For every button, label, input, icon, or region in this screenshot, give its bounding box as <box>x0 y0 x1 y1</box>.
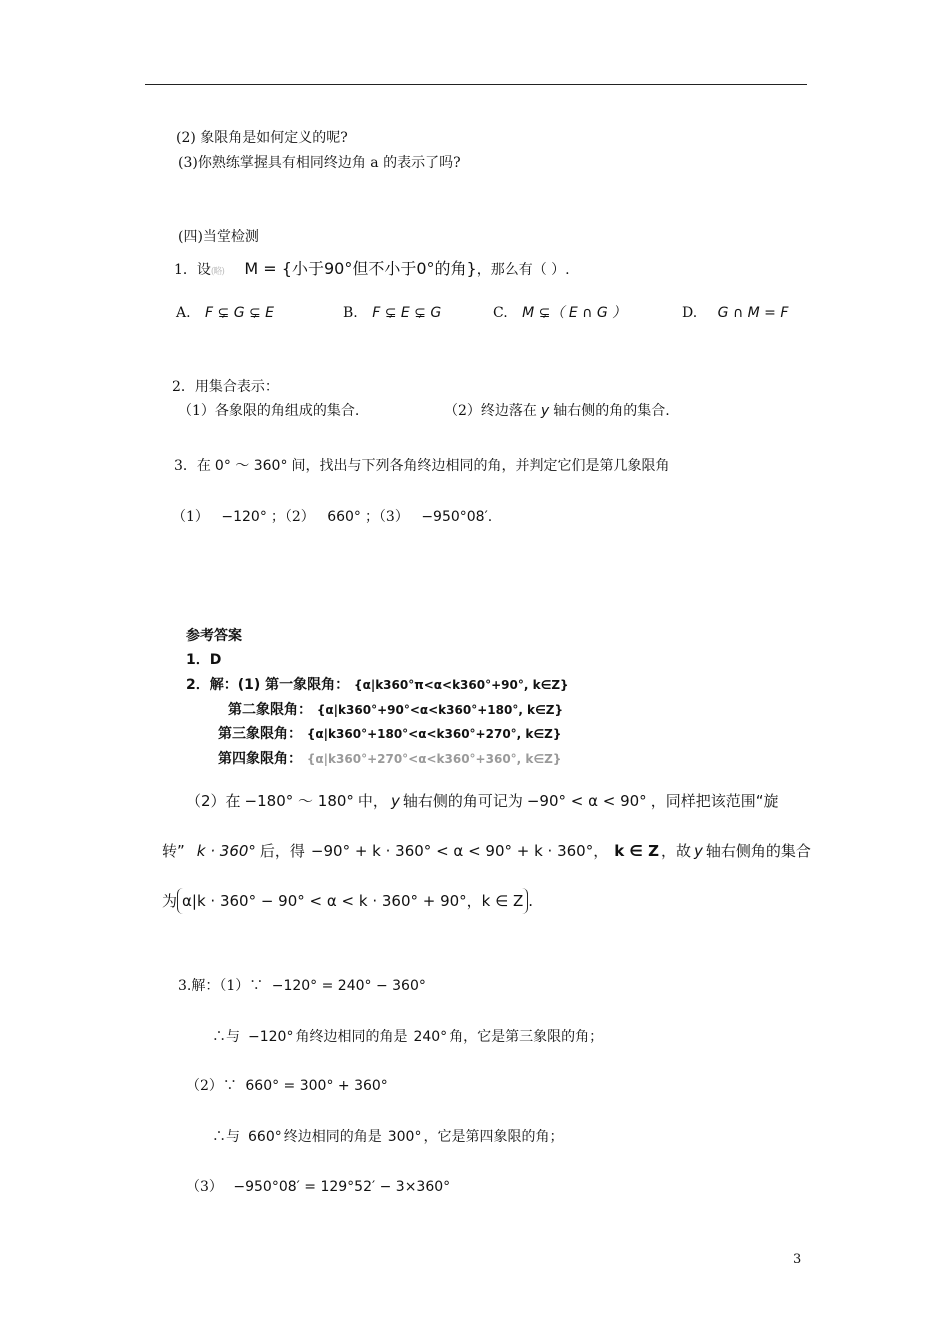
answers-title: 参考答案 <box>186 628 242 644</box>
page-number: 3 <box>793 1252 802 1267</box>
answer-2-line-3 <box>218 724 561 744</box>
answer-3-equation-1: −120° = 240° − 360° <box>271 978 426 994</box>
answer-3-p3-head: （3） <box>186 1179 223 1195</box>
answer-2-p4-a: 为 <box>162 892 178 910</box>
answer-2-p3-inequality: −90° + k · 360° < α < 90° + k · 360°， <box>310 842 609 860</box>
header-rule <box>145 84 807 85</box>
answer-3-line-1 <box>178 976 426 996</box>
answer-2-line-1 <box>186 675 569 695</box>
answer-2-quadrant-2-set: {α|k360°+90°<α<k360°+180°, k∈Z} <box>316 703 564 717</box>
answer-2-part-2-line-2 <box>162 841 811 861</box>
answer-2-p3-k-in-z: k ∈ Z <box>614 842 659 860</box>
answer-2-p4-end: . <box>528 892 534 910</box>
problem-1-set: M = {小于90°但不小于0°的角} <box>244 259 477 278</box>
answer-3-c2-value: 660° <box>248 1129 282 1145</box>
answer-2-quadrant-4-set: {α|k360°+270°<α<k360°+360°, k∈Z} <box>306 752 562 766</box>
answer-3-head: 3.解：（1）∵ <box>178 978 264 994</box>
problem-3-value-1: −120° <box>221 509 267 525</box>
option-b <box>343 303 441 323</box>
problem-1 <box>174 259 570 282</box>
answer-3-equation-2: 660° = 300° + 360° <box>245 1078 388 1094</box>
answer-2-quadrant-1-set: {α|k360°π<α<k360°+90°, k∈Z} <box>354 678 569 692</box>
problem-2-part-b-suffix: 轴右侧的角的集合. <box>553 403 670 419</box>
answer-2-line-2 <box>228 700 563 720</box>
answer-2-p2-a: （2）在 <box>186 792 241 810</box>
answer-2-part-2-line-1 <box>186 791 778 811</box>
answer-3-c1-value: −120° <box>248 1029 294 1045</box>
answer-2-quadrant-3-set: {α|k360°+180°<α<k360°+270°, k∈Z} <box>306 727 562 741</box>
problem-1-suffix: ，那么有（ ）. <box>476 262 570 278</box>
answer-2-p3-var-y: y <box>693 842 703 860</box>
answer-3-c2-a: ∴与 <box>212 1129 240 1145</box>
problem-2-part-b <box>444 401 670 421</box>
answer-3-line-2 <box>186 1076 388 1096</box>
answer-3-c1-result: 240° <box>413 1029 448 1045</box>
answer-2-p3-k: k · 360° <box>196 842 256 860</box>
problem-3-label-1: （1） <box>172 509 209 525</box>
problem-3-prefix: 3．在 <box>174 458 211 474</box>
answer-2-p3-d: 轴右侧角的集合 <box>705 842 811 860</box>
intro-question-3: (3)你熟练掌握具有相同终边角 a 的表示了吗? <box>178 155 461 171</box>
answer-3-c1-c: 角，它是第三象限的角； <box>449 1029 604 1045</box>
intro-question-2: (2) 象限角是如何定义的呢? <box>176 130 348 146</box>
option-b-label: B. <box>343 305 358 321</box>
answer-2-p3-b: 后，得 <box>259 842 305 860</box>
answer-2-quadrant-2-label: 第二象限角： <box>228 702 312 718</box>
problem-3-suffix: 间，找出与下列各角终边相同的角，并判定它们是第几象限角 <box>291 458 670 474</box>
option-c-text: M ⊊（ E ∩ G ） <box>522 305 627 321</box>
option-c <box>493 303 626 323</box>
answer-2-part-2-line-3 <box>162 888 533 914</box>
option-a-text: F ⊊ G ⊊ E <box>205 305 275 321</box>
option-b-text: F ⊊ E ⊊ G <box>372 305 442 321</box>
problem-3-items <box>172 507 492 527</box>
answer-2-line-4 <box>218 749 561 769</box>
problem-1-blurred-text: (略) <box>210 267 224 277</box>
problem-2-var-y: y <box>540 403 550 419</box>
answer-2-p3-a: 转” <box>162 842 185 860</box>
option-d <box>682 303 788 323</box>
section-title: (四)当堂检测 <box>178 229 259 245</box>
option-c-label: C. <box>493 305 508 321</box>
problem-3-label-3: ；（3） <box>364 509 409 525</box>
problem-3-end: . <box>487 509 493 525</box>
answer-2-head: 2．解：(1) 第一象限角： <box>186 677 350 693</box>
answer-1: 1．D <box>186 652 222 668</box>
answer-3-conclusion-2 <box>212 1127 563 1147</box>
answer-3-equation-3: −950°08′ = 129°52′ − 3×360° <box>233 1179 451 1195</box>
answer-2-p2-d: ，同样把该范围“旋 <box>650 792 779 810</box>
problem-1-prefix: 1．设 <box>174 262 211 278</box>
answer-2-p2-b: 中， <box>357 792 388 810</box>
option-a <box>176 303 274 323</box>
option-a-label: A. <box>176 305 191 321</box>
answer-3-c1-b: 角终边相同的角是 <box>295 1029 408 1045</box>
answer-3-c2-result: 300° <box>387 1129 422 1145</box>
problem-3 <box>174 456 669 476</box>
problem-3-label-2: ；（2） <box>270 509 315 525</box>
problem-3-value-2: 660° <box>327 509 361 525</box>
problem-3-value-3: −950°08′ <box>421 509 488 525</box>
problem-3-range: 0° ～ 360° <box>214 458 288 474</box>
problem-2-part-a: （1）各象限的角组成的集合. <box>178 403 360 419</box>
answer-3-c2-c: ，它是第四象限的角； <box>423 1129 564 1145</box>
answer-2-p2-inequality: −90° < α < 90° <box>526 792 647 810</box>
problem-2-part-b-prefix: （2）终边落在 <box>444 403 537 419</box>
answer-3-conclusion-1 <box>212 1027 603 1047</box>
answer-3-c2-b: 终边相同的角是 <box>283 1129 382 1145</box>
answer-2-p2-c: 轴右侧的角可记为 <box>402 792 523 810</box>
answer-3-p2-head: （2）∵ <box>186 1078 237 1094</box>
option-d-text: G ∩ M = F <box>717 305 789 321</box>
answer-2-p3-c: ，故 <box>660 842 691 860</box>
option-d-label: D. <box>682 305 698 321</box>
answer-2-p4-set: α|k · 360° − 90° < α < k · 360° + 90°，k ∈ Z <box>177 888 528 914</box>
problem-2-title: 2．用集合表示： <box>172 379 279 395</box>
answer-2-p2-range: −180° ～ 180° <box>244 792 354 810</box>
answer-2-quadrant-3-label: 第三象限角： <box>218 726 302 742</box>
answer-2-p2-var-y: y <box>390 792 400 810</box>
answer-2-quadrant-4-label: 第四象限角： <box>218 751 302 767</box>
answer-3-line-3 <box>186 1177 450 1197</box>
answer-3-c1-a: ∴与 <box>212 1029 240 1045</box>
